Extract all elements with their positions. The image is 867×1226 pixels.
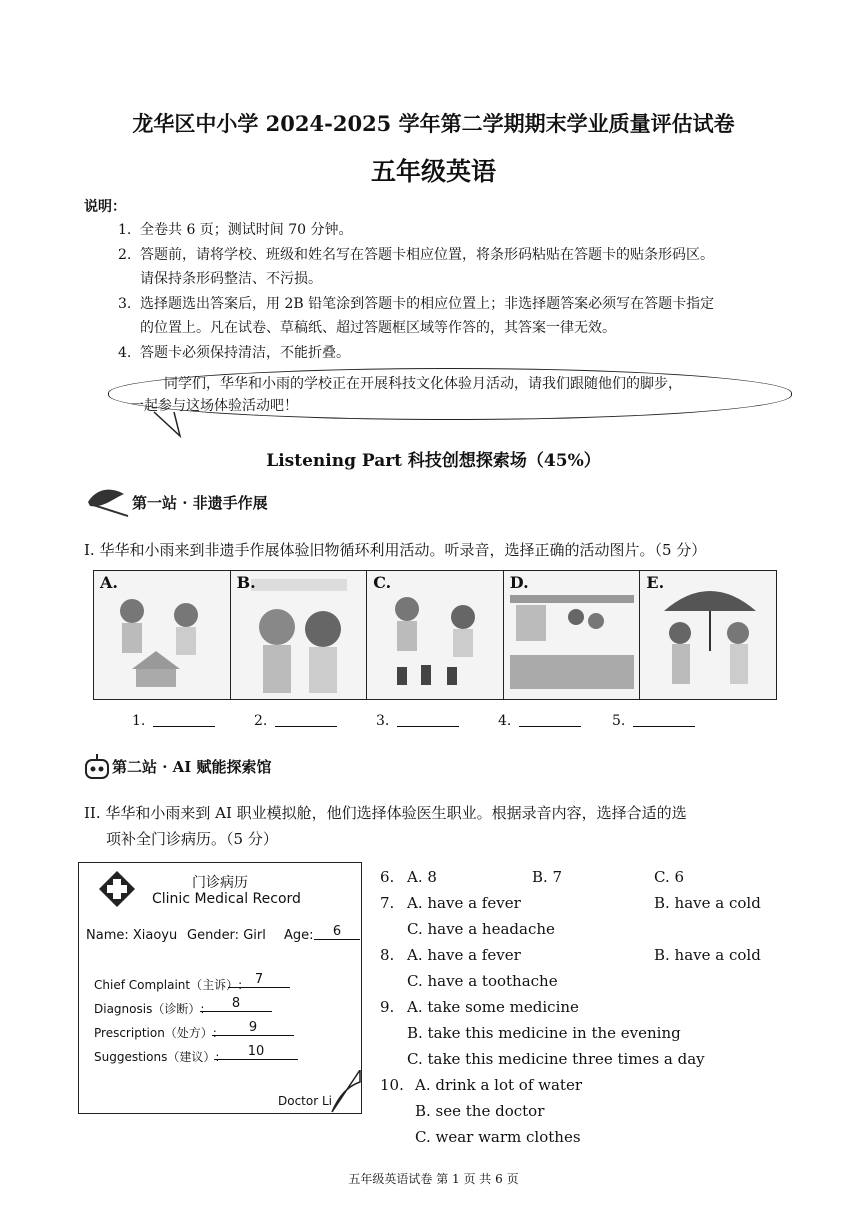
picture-d: D. (504, 571, 641, 699)
picture-b: B. (231, 571, 368, 699)
medical-cross-icon (98, 870, 136, 908)
record-prescription-label: Prescription（处方）: (94, 1026, 217, 1040)
q9-option-b[interactable]: B. take this medicine in the evening (407, 1024, 681, 1042)
q8-option-a[interactable]: A. have a fever (407, 946, 521, 964)
answer-blank-2[interactable]: 2. (254, 712, 337, 729)
q6-option-c[interactable]: C. 6 (654, 868, 685, 886)
q6-option-a[interactable]: A. 8 (407, 868, 437, 886)
record-age-blank[interactable]: 6 (314, 924, 360, 940)
q6-option-b[interactable]: B. 7 (532, 868, 563, 886)
station-1-title: 第一站 · 非遗手作展 (132, 494, 268, 512)
q8-option-c[interactable]: C. have a toothache (407, 972, 558, 990)
record-blank-9[interactable]: 9 (212, 1020, 294, 1036)
leaf-icon (84, 484, 130, 518)
answer-blank-3[interactable]: 3. (376, 712, 459, 729)
picture-c: C. (367, 571, 504, 699)
q10-option-b[interactable]: B. see the doctor (415, 1102, 545, 1120)
listening-section-title: Listening Part 科技创想探索场（45%） (266, 451, 601, 471)
q7-number: 7. (380, 894, 395, 912)
q7-option-b[interactable]: B. have a cold (654, 894, 761, 912)
q8-option-b[interactable]: B. have a cold (654, 946, 761, 964)
question-2: II. 华华和小雨来到 AI 职业模拟舱，他们选择体验医生职业。根据录音内容，选择合适的选 项补全门诊病历。（5 分） (84, 804, 687, 848)
record-blank-7[interactable]: 7 (228, 972, 290, 988)
picture-e: E. (640, 571, 776, 699)
record-age-label: Age: (284, 928, 314, 943)
question-1: I. 华华和小雨来到非遗手作展体验旧物循环利用活动。听录音，选择正确的活动图片。（5 分） (84, 541, 707, 559)
q7-option-c[interactable]: C. have a headache (407, 920, 555, 938)
q6-number: 6. (380, 868, 395, 886)
q9-option-c[interactable]: C. take this medicine three times a day (407, 1050, 705, 1068)
q7-option-a[interactable]: A. have a fever (407, 894, 521, 912)
exam-subtitle: 五年级英语 (370, 157, 496, 186)
station-2-title: 第二站 · AI 赋能探索馆 (112, 758, 272, 776)
q9-option-a[interactable]: A. take some medicine (407, 998, 579, 1016)
picture-a: A. (94, 571, 231, 699)
record-blank-8[interactable]: 8 (200, 996, 272, 1012)
answer-blank-5[interactable]: 5. (612, 712, 695, 729)
exam-title: 龙华区中小学 2024-2025 学年第二学期期末学业质量评估试卷 (132, 111, 735, 136)
instruction-item-2: 2. 答题前，请将学校、班级和姓名写在答题卡相应位置，将条形码粘贴在答题卡的贴条形码区。 请保持条形码整洁、不污损。 (118, 247, 714, 287)
q9-number: 9. (380, 998, 395, 1016)
q10-number: 10. (380, 1076, 404, 1094)
instructions-label: 说明： (84, 199, 126, 215)
record-doctor: Doctor Li (278, 1094, 332, 1108)
q8-number: 8. (380, 946, 395, 964)
record-gender: Gender: Girl (187, 928, 266, 943)
q10-option-a[interactable]: A. drink a lot of water (415, 1076, 582, 1094)
answer-blank-4[interactable]: 4. (498, 712, 581, 729)
record-title-cn: 门诊病历 (192, 875, 248, 891)
record-diagnosis-label: Diagnosis（诊断）: (94, 1002, 205, 1016)
record-blank-10[interactable]: 10 (214, 1044, 298, 1060)
answer-blank-1[interactable]: 1. (132, 712, 215, 729)
instruction-item-1: 1. 全卷共 6 页；测试时间 70 分钟。 (118, 222, 353, 238)
q10-option-c[interactable]: C. wear warm clothes (415, 1128, 581, 1146)
record-suggestions-label: Suggestions（建议）: (94, 1050, 220, 1064)
instruction-item-4: 4. 答题卡必须保持清洁，不能折叠。 (118, 345, 350, 361)
robot-icon (82, 752, 112, 782)
record-name: Name: Xiaoyu (86, 928, 178, 943)
speech-bubble-text: 同学们，华华和小雨的学校正在开展科技文化体验月活动，请我们跟随他们的脚步， 一起参与这场体验活动吧！ (130, 376, 682, 414)
instruction-item-3: 3. 选择题选出答案后，用 2B 铅笔涂到答题卡的相应位置上；非选择题答案必须写在答题卡指定 的位置上。凡在试卷、草稿纸、超过答题框区域等作答的，其答案一律无效。 (118, 296, 715, 336)
picture-strip (93, 570, 777, 700)
page-footer: 五年级英语试卷 第 1 页 共 6 页 (348, 1172, 519, 1186)
record-chief-complaint-label: Chief Complaint（主诉）: (94, 978, 243, 992)
record-title-en: Clinic Medical Record (152, 891, 301, 907)
